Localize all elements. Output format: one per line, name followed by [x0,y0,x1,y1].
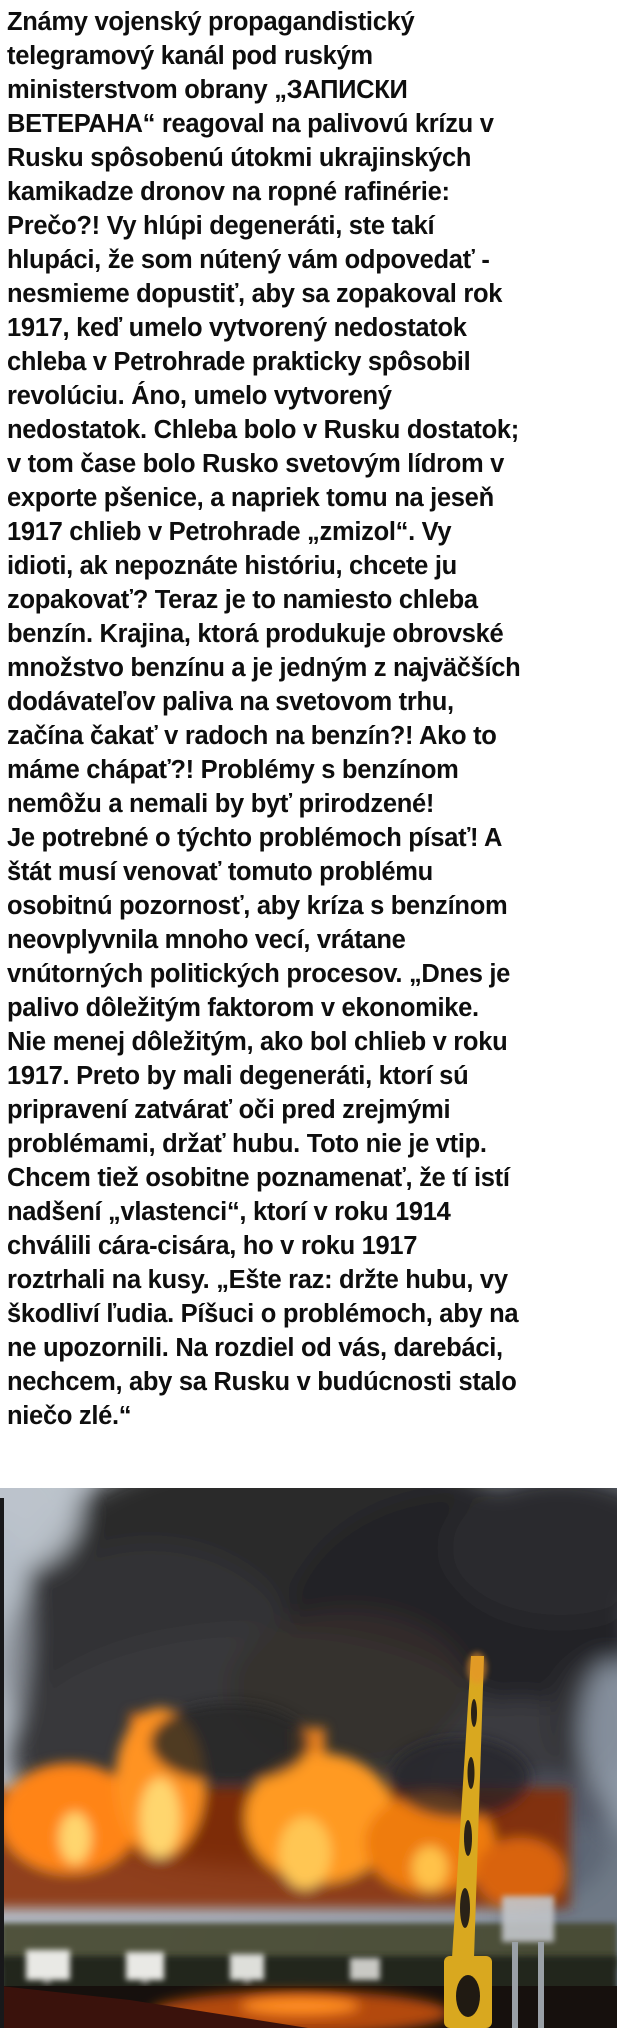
post-text-line: v tom čase bolo Rusko svetovým lídrom v [7,450,505,478]
post-text-line: chválili cára-cisára, ho v roku 1917 [7,1232,418,1260]
post-text-line: osobitnú pozornosť, aby kríza s benzínom [7,892,508,920]
post-text-line: 1917 chlieb v Petrohrade „zmizol“. Vy [7,518,452,546]
refinery-fire-scene [0,1488,617,2028]
post-text-line: Je potrebné o týchto problémoch písať! A [7,824,503,852]
post-text-line: zopakovať? Teraz je to namiesto chleba [7,586,478,614]
post-text-line: začína čakať v radoch na benzín?! Ako to [7,722,497,750]
post-text-line: štát musí venovať tomuto problému [7,858,433,886]
post-text-line: neovplyvnila mnoho vecí, vrátane [7,926,406,954]
post-text-line: nechcem, aby sa Rusku v budúcnosti stalo [7,1368,517,1396]
post-text-line: nadšení „vlastenci“, ktorí v roku 1914 [7,1198,451,1226]
post-text [7,5,611,1433]
post-text-line: Prečo?! Vy hlúpi degeneráti, ste takí [7,212,435,240]
post-text-line: ВЕТЕРАНА“ reagoval na palivovú krízu v [7,110,494,138]
post-text-line: nemôžu a nemali by byť prirodzené! [7,790,435,818]
post-text-line: nedostatok. Chleba bolo v Rusku dostatok; [7,416,519,444]
post-text-line: niečo zlé.“ [7,1402,132,1430]
post-text-line: problémami, držať hubu. Toto nie je vtip. [7,1130,487,1158]
post-text-line: Nie menej dôležitým, ako bol chlieb v roku [7,1028,508,1056]
post-text-line: exporte pšenice, a napriek tomu na jeseň [7,484,494,512]
post-text-line: ministerstvom obrany „ЗАПИСКИ [7,76,408,104]
post-text-line: idioti, ak nepoznáte históriu, chcete ju [7,552,457,580]
post-text-line: benzín. Krajina, ktorá produkuje obrovské [7,620,504,648]
post-text-line: revolúciu. Áno, umelo vytvorený [7,382,392,410]
post-text-line: 1917. Preto by mali degeneráti, ktorí sú [7,1062,469,1090]
post-text-line: dodávateľov paliva na svetovom trhu, [7,688,454,716]
post-text-line: kamikadze dronov na ropné rafinérie: [7,178,450,206]
post-text-line: nesmieme dopustiť, aby sa zopakoval rok [7,280,503,308]
post-text-line: pripravení zatvárať oči pred zrejmými [7,1096,451,1124]
post-text-line: roztrhali na kusy. „Ešte raz: držte hubu, vy [7,1266,508,1294]
post-text-line: telegramový kanál pod ruským [7,42,373,70]
post-text-line: ne upozornili. Na rozdiel od vás, darebáci, [7,1334,503,1362]
post-text-line: škodliví ľudia. Píšuci o problémoch, aby na [7,1300,519,1328]
post-text-line: množstvo benzínu a je jedným z najväčších [7,654,521,682]
post-text-line: Rusku spôsobenú útokmi ukrajinských [7,144,472,172]
post-text-line: vnútorných politických procesov. „Dnes je [7,960,511,988]
post-text-line: Známy vojenský propagandistický [7,8,415,36]
post-text-line: chleba v Petrohrade prakticky spôsobil [7,348,471,376]
post-text-line: máme chápať?! Problémy s benzínom [7,756,459,784]
post-text-line: palivo dôležitým faktorom v ekonomike. [7,994,479,1022]
photo-left-edge [0,1498,4,2028]
refinery-fire-photo [0,1488,617,2028]
post-text-line: hlupáci, že som nútený vám odpovedať - [7,246,490,274]
post-text-line: Chcem tiež osobitne poznamenať, že tí istí [7,1164,510,1192]
post-text-line: 1917, keď umelo vytvorený nedostatok [7,314,467,342]
